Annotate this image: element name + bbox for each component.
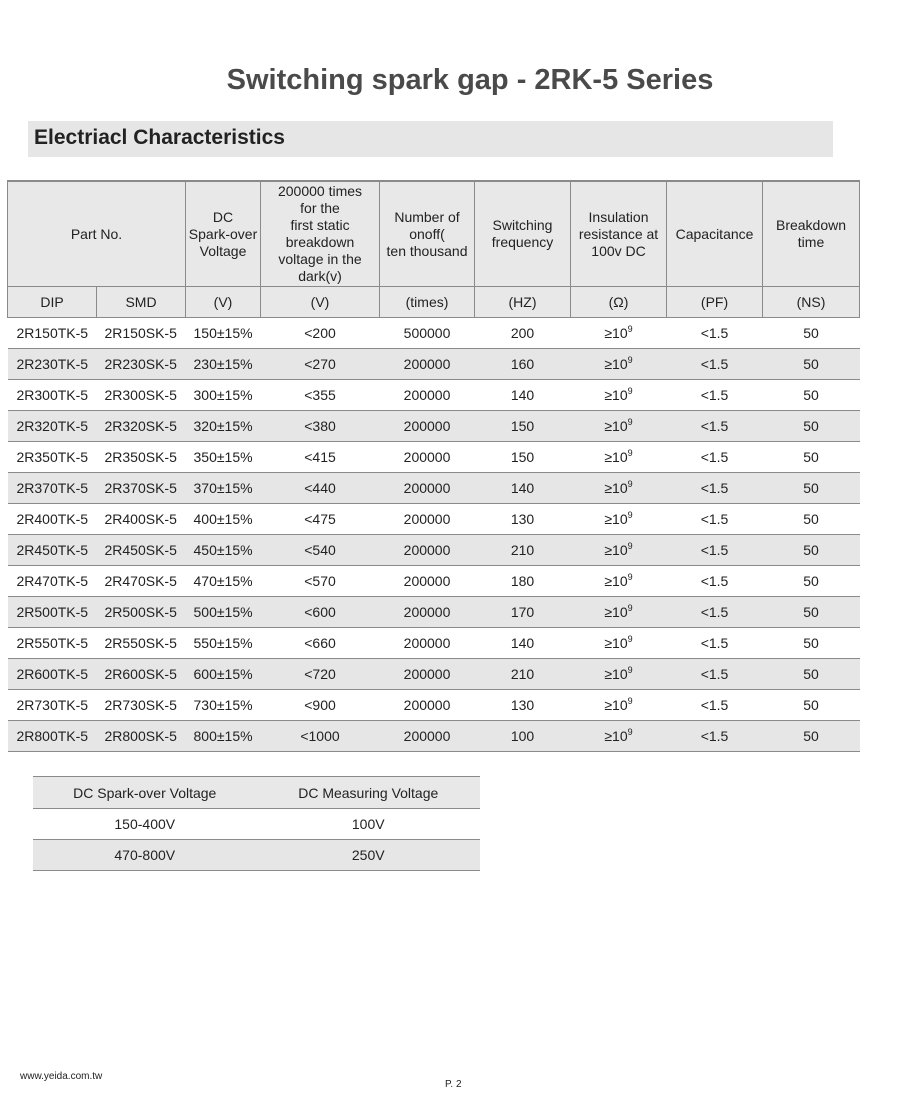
table-row <box>8 566 860 597</box>
part-smd: 2R800SK-5 <box>97 721 186 752</box>
dc-spark-over-value: 470±15% <box>186 566 261 597</box>
static-breakdown-value: <720 <box>261 659 380 690</box>
part-dip: 2R800TK-5 <box>8 721 97 752</box>
dc-spark-over-value: 370±15% <box>186 473 261 504</box>
insulation-resistance-value: $\ge 10^9$ <box>571 535 667 566</box>
insulation-resistance-value: $\ge 10^9$ <box>571 473 667 504</box>
header-breakdown-time: Breakdown time <box>763 181 860 287</box>
onoff-count-value: 200000 <box>380 380 475 411</box>
part-dip: 2R600TK-5 <box>8 659 97 690</box>
dc-spark-over-value: 500±15% <box>186 597 261 628</box>
measuring-voltage-table <box>33 776 480 871</box>
header-insulation-resistance: Insulation resistance at 100v DC <box>571 181 667 287</box>
insulation-resistance-value: $\ge 10^9$ <box>571 380 667 411</box>
part-smd: 2R600SK-5 <box>97 659 186 690</box>
switching-frequency-value: 210 <box>475 535 571 566</box>
header-row-units <box>8 287 860 318</box>
insulation-resistance-value: $\ge 10^9$ <box>571 628 667 659</box>
switching-frequency-value: 140 <box>475 380 571 411</box>
part-dip: 2R320TK-5 <box>8 411 97 442</box>
table-row <box>8 628 860 659</box>
dc-spark-over-value: 450±15% <box>186 535 261 566</box>
table-row <box>8 690 860 721</box>
part-smd: 2R550SK-5 <box>97 628 186 659</box>
capacitance-value: <1.5 <box>667 411 763 442</box>
breakdown-time-value: 50 <box>763 690 860 721</box>
part-dip: 2R300TK-5 <box>8 380 97 411</box>
capacitance-value: <1.5 <box>667 659 763 690</box>
part-dip: 2R450TK-5 <box>8 535 97 566</box>
part-dip: 2R470TK-5 <box>8 566 97 597</box>
capacitance-value: <1.5 <box>667 349 763 380</box>
breakdown-time-value: 50 <box>763 597 860 628</box>
section-title: Electriacl Characteristics <box>34 126 285 149</box>
page-title: Switching spark gap - 2RK-5 Series <box>226 64 714 96</box>
insulation-resistance-value: $\ge 10^9$ <box>571 690 667 721</box>
insulation-resistance-value: $\ge 10^9$ <box>571 349 667 380</box>
table-row <box>8 318 860 349</box>
breakdown-time-value: 50 <box>763 721 860 752</box>
switching-frequency-value: 140 <box>475 628 571 659</box>
header-dip: DIP <box>8 287 97 318</box>
static-breakdown-value: <200 <box>261 318 380 349</box>
onoff-count-value: 200000 <box>380 411 475 442</box>
breakdown-time-value: 50 <box>763 535 860 566</box>
dc-spark-over-value: 400±15% <box>186 504 261 535</box>
header-part-no: Part No. <box>8 181 186 287</box>
table-row <box>8 473 860 504</box>
part-smd: 2R730SK-5 <box>97 690 186 721</box>
table-row <box>8 442 860 473</box>
dc-spark-over-value: 230±15% <box>186 349 261 380</box>
insulation-resistance-value: $\ge 10^9$ <box>571 659 667 690</box>
spark-over-range: 150-400V <box>33 809 257 840</box>
static-breakdown-value: <440 <box>261 473 380 504</box>
switching-frequency-value: 200 <box>475 318 571 349</box>
switching-frequency-value: 180 <box>475 566 571 597</box>
measuring-header-row <box>33 777 480 809</box>
dc-spark-over-value: 600±15% <box>186 659 261 690</box>
dc-spark-over-value: 350±15% <box>186 442 261 473</box>
part-dip: 2R150TK-5 <box>8 318 97 349</box>
insulation-resistance-value: $\ge 10^9$ <box>571 318 667 349</box>
static-breakdown-value: <540 <box>261 535 380 566</box>
table-row <box>33 809 480 840</box>
insulation-resistance-value: $\ge 10^9$ <box>571 597 667 628</box>
part-dip: 2R230TK-5 <box>8 349 97 380</box>
table-row <box>8 380 860 411</box>
capacitance-value: <1.5 <box>667 535 763 566</box>
switching-frequency-value: 130 <box>475 690 571 721</box>
dc-spark-over-value: 320±15% <box>186 411 261 442</box>
part-smd: 2R230SK-5 <box>97 349 186 380</box>
onoff-count-value: 200000 <box>380 349 475 380</box>
breakdown-time-value: 50 <box>763 504 860 535</box>
dc-spark-over-value: 800±15% <box>186 721 261 752</box>
table-row <box>8 535 860 566</box>
switching-frequency-value: 100 <box>475 721 571 752</box>
static-breakdown-value: <570 <box>261 566 380 597</box>
part-smd: 2R350SK-5 <box>97 442 186 473</box>
part-smd: 2R450SK-5 <box>97 535 186 566</box>
capacitance-value: <1.5 <box>667 628 763 659</box>
switching-frequency-value: 130 <box>475 504 571 535</box>
capacitance-value: <1.5 <box>667 504 763 535</box>
table-row <box>8 597 860 628</box>
switching-frequency-value: 150 <box>475 411 571 442</box>
part-smd: 2R500SK-5 <box>97 597 186 628</box>
breakdown-time-value: 50 <box>763 349 860 380</box>
breakdown-time-value: 50 <box>763 318 860 349</box>
dc-spark-over-value: 730±15% <box>186 690 261 721</box>
onoff-count-value: 200000 <box>380 473 475 504</box>
part-smd: 2R470SK-5 <box>97 566 186 597</box>
static-breakdown-value: <600 <box>261 597 380 628</box>
static-breakdown-value: <270 <box>261 349 380 380</box>
switching-frequency-value: 170 <box>475 597 571 628</box>
insulation-resistance-value: $\ge 10^9$ <box>571 442 667 473</box>
capacitance-value: <1.5 <box>667 690 763 721</box>
switching-frequency-value: 210 <box>475 659 571 690</box>
footer-page-number: P. 2 <box>445 1079 462 1090</box>
static-breakdown-value: <660 <box>261 628 380 659</box>
insulation-resistance-value: $\ge 10^9$ <box>571 504 667 535</box>
table-row <box>8 411 860 442</box>
static-breakdown-value: <355 <box>261 380 380 411</box>
unit-dc-voltage: (V) <box>186 287 261 318</box>
breakdown-time-value: 50 <box>763 411 860 442</box>
breakdown-time-value: 50 <box>763 380 860 411</box>
header-switching-frequency: Switching frequency <box>475 181 571 287</box>
dc-spark-over-value: 150±15% <box>186 318 261 349</box>
table-row <box>8 659 860 690</box>
part-smd: 2R150SK-5 <box>97 318 186 349</box>
onoff-count-value: 200000 <box>380 659 475 690</box>
breakdown-time-value: 50 <box>763 473 860 504</box>
unit-times: (times) <box>380 287 475 318</box>
unit-breakdown-voltage: (V) <box>261 287 380 318</box>
capacitance-value: <1.5 <box>667 318 763 349</box>
onoff-count-value: 200000 <box>380 628 475 659</box>
header-dc-spark-over: DC Spark-over Voltage <box>186 181 261 287</box>
part-dip: 2R350TK-5 <box>8 442 97 473</box>
capacitance-value: <1.5 <box>667 721 763 752</box>
unit-resistance: (Ω) <box>571 287 667 318</box>
table-row <box>8 504 860 535</box>
table-row <box>8 349 860 380</box>
capacitance-value: <1.5 <box>667 380 763 411</box>
part-smd: 2R320SK-5 <box>97 411 186 442</box>
part-dip: 2R500TK-5 <box>8 597 97 628</box>
unit-time: (NS) <box>763 287 860 318</box>
capacitance-value: <1.5 <box>667 442 763 473</box>
dc-spark-over-value: 550±15% <box>186 628 261 659</box>
header-static-breakdown: 200000 times for the first static breakdown voltage in the dark(v) <box>261 181 380 287</box>
header-row-main <box>8 181 860 287</box>
characteristics-table <box>7 180 860 752</box>
part-dip: 2R400TK-5 <box>8 504 97 535</box>
part-dip: 2R550TK-5 <box>8 628 97 659</box>
header-spark-over-voltage: DC Spark-over Voltage <box>33 777 257 809</box>
insulation-resistance-value: $\ge 10^9$ <box>571 566 667 597</box>
onoff-count-value: 200000 <box>380 442 475 473</box>
static-breakdown-value: <380 <box>261 411 380 442</box>
switching-frequency-value: 150 <box>475 442 571 473</box>
static-breakdown-value: <475 <box>261 504 380 535</box>
breakdown-time-value: 50 <box>763 442 860 473</box>
onoff-count-value: 200000 <box>380 566 475 597</box>
switching-frequency-value: 160 <box>475 349 571 380</box>
capacitance-value: <1.5 <box>667 566 763 597</box>
part-smd: 2R400SK-5 <box>97 504 186 535</box>
section-header-bar <box>28 121 833 157</box>
spark-over-range: 470-800V <box>33 840 257 871</box>
onoff-count-value: 200000 <box>380 721 475 752</box>
static-breakdown-value: <900 <box>261 690 380 721</box>
footer-website: www.yeida.com.tw <box>20 1071 103 1082</box>
part-dip: 2R730TK-5 <box>8 690 97 721</box>
unit-capacitance: (PF) <box>667 287 763 318</box>
header-capacitance: Capacitance <box>667 181 763 287</box>
capacitance-value: <1.5 <box>667 473 763 504</box>
table-row <box>8 721 860 752</box>
table-row <box>33 840 480 871</box>
breakdown-time-value: 50 <box>763 566 860 597</box>
onoff-count-value: 200000 <box>380 597 475 628</box>
static-breakdown-value: <415 <box>261 442 380 473</box>
static-breakdown-value: <1000 <box>261 721 380 752</box>
breakdown-time-value: 50 <box>763 659 860 690</box>
part-dip: 2R370TK-5 <box>8 473 97 504</box>
onoff-count-value: 500000 <box>380 318 475 349</box>
measuring-voltage: 250V <box>257 840 481 871</box>
unit-frequency: (HZ) <box>475 287 571 318</box>
switching-frequency-value: 140 <box>475 473 571 504</box>
header-measuring-voltage: DC Measuring Voltage <box>257 777 481 809</box>
breakdown-time-value: 50 <box>763 628 860 659</box>
part-smd: 2R370SK-5 <box>97 473 186 504</box>
dc-spark-over-value: 300±15% <box>186 380 261 411</box>
insulation-resistance-value: $\ge 10^9$ <box>571 411 667 442</box>
measuring-voltage: 100V <box>257 809 481 840</box>
onoff-count-value: 200000 <box>380 535 475 566</box>
header-smd: SMD <box>97 287 186 318</box>
insulation-resistance-value: $\ge 10^9$ <box>571 721 667 752</box>
header-onoff-count: Number of onoff( ten thousand <box>380 181 475 287</box>
onoff-count-value: 200000 <box>380 504 475 535</box>
onoff-count-value: 200000 <box>380 690 475 721</box>
capacitance-value: <1.5 <box>667 597 763 628</box>
part-smd: 2R300SK-5 <box>97 380 186 411</box>
